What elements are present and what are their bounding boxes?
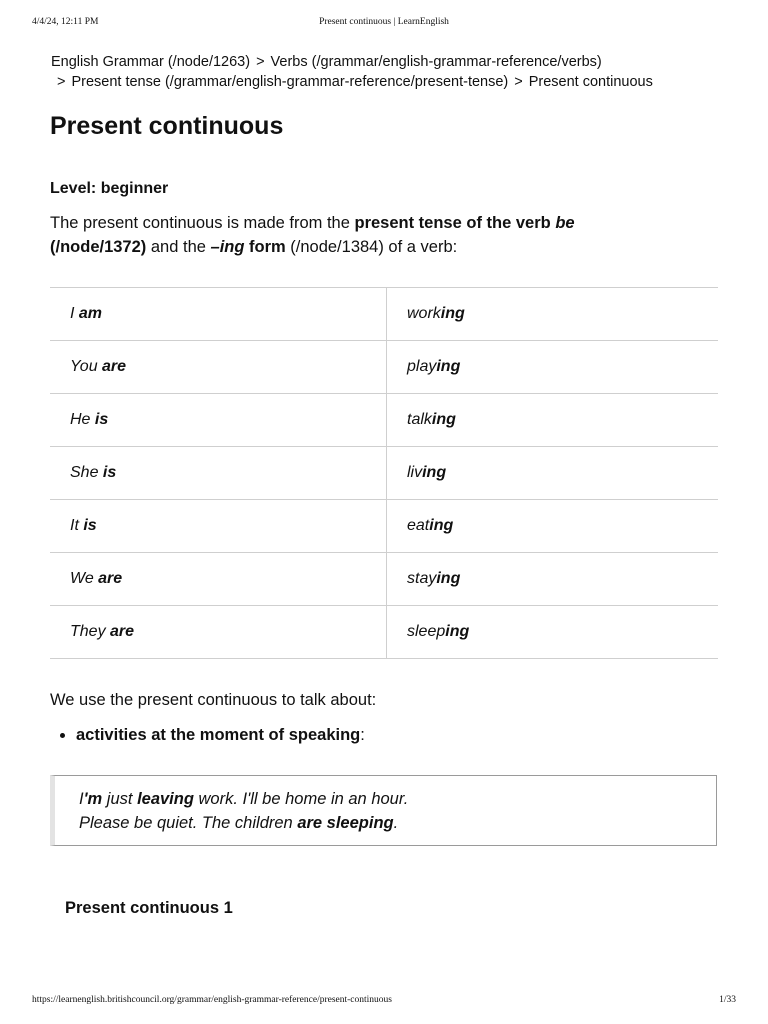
- be-term: be: [555, 214, 575, 232]
- table-row: [50, 288, 718, 341]
- breadcrumb-line-2: [51, 72, 731, 92]
- example-box: [50, 775, 717, 846]
- ing-form-link[interactable]: –ing form (/node/1384): [210, 238, 384, 256]
- print-page-title: Present continuous | LearnEnglish: [319, 17, 449, 27]
- print-page-number: 1/33: [719, 995, 736, 1005]
- ing-term: –ing: [210, 238, 245, 256]
- breadcrumb-line-1: [51, 52, 731, 72]
- breadcrumb-item-verbs[interactable]: Verbs (/grammar/english-grammar-reference/verbs): [270, 54, 602, 70]
- list-item: [50, 724, 365, 746]
- table-row: [50, 394, 718, 447]
- bullet-icon: [60, 733, 65, 738]
- example-line-1: I'm just leaving work. I'll be home in an hour.: [79, 790, 409, 808]
- breadcrumb-separator: >: [256, 54, 265, 70]
- verb-cell: playing: [387, 341, 719, 394]
- breadcrumb: [51, 52, 731, 92]
- breadcrumb-item-current: Present continuous: [528, 74, 653, 90]
- subject-cell: We are: [50, 553, 387, 606]
- table-row: [50, 606, 718, 659]
- subject-cell: She is: [50, 447, 387, 500]
- verb-cell: living: [387, 447, 719, 500]
- intro-text: The present continuous is made from the: [50, 214, 355, 232]
- present-tense-be-link[interactable]: present tense of the verb be (/node/1372): [50, 214, 575, 256]
- print-datetime: 4/4/24, 12:11 PM: [32, 17, 99, 27]
- table-row: [50, 553, 718, 606]
- breadcrumb-separator: >: [57, 74, 66, 90]
- subject-cell: He is: [50, 394, 387, 447]
- breadcrumb-separator: >: [514, 74, 523, 90]
- intro-text: of a verb:: [383, 238, 458, 256]
- subject-cell: They are: [50, 606, 387, 659]
- subject-cell: You are: [50, 341, 387, 394]
- usage-rest: :: [360, 726, 365, 744]
- intro-text: and the: [146, 238, 211, 256]
- table-row: [50, 500, 718, 553]
- subject-cell: I am: [50, 288, 387, 341]
- print-url: https://learnenglish.britishcouncil.org/grammar/english-grammar-reference/present-continuous: [32, 995, 392, 1005]
- conjugation-table: [50, 287, 718, 659]
- table-row: [50, 447, 718, 500]
- breadcrumb-item-english-grammar[interactable]: English Grammar (/node/1263): [51, 54, 251, 70]
- breadcrumb-item-present-tense[interactable]: Present tense (/grammar/english-grammar-reference/present-tense): [71, 74, 509, 90]
- verb-cell: sleeping: [387, 606, 719, 659]
- verb-cell: working: [387, 288, 719, 341]
- usage-bold: activities at the moment of speaking: [76, 726, 361, 744]
- exercise-section-title: Present continuous 1: [65, 899, 233, 917]
- example-line-2: Please be quiet. The children are sleeping.: [79, 814, 399, 832]
- subject-cell: It is: [50, 500, 387, 553]
- verb-cell: staying: [387, 553, 719, 606]
- level-label: Level: beginner: [50, 180, 169, 197]
- table-row: [50, 341, 718, 394]
- verb-cell: eating: [387, 500, 719, 553]
- intro-paragraph: [50, 211, 690, 259]
- usage-intro: We use the present continuous to talk about:: [50, 691, 377, 709]
- usage-list: [50, 724, 365, 746]
- verb-cell: talking: [387, 394, 719, 447]
- page-title: Present continuous: [50, 112, 284, 140]
